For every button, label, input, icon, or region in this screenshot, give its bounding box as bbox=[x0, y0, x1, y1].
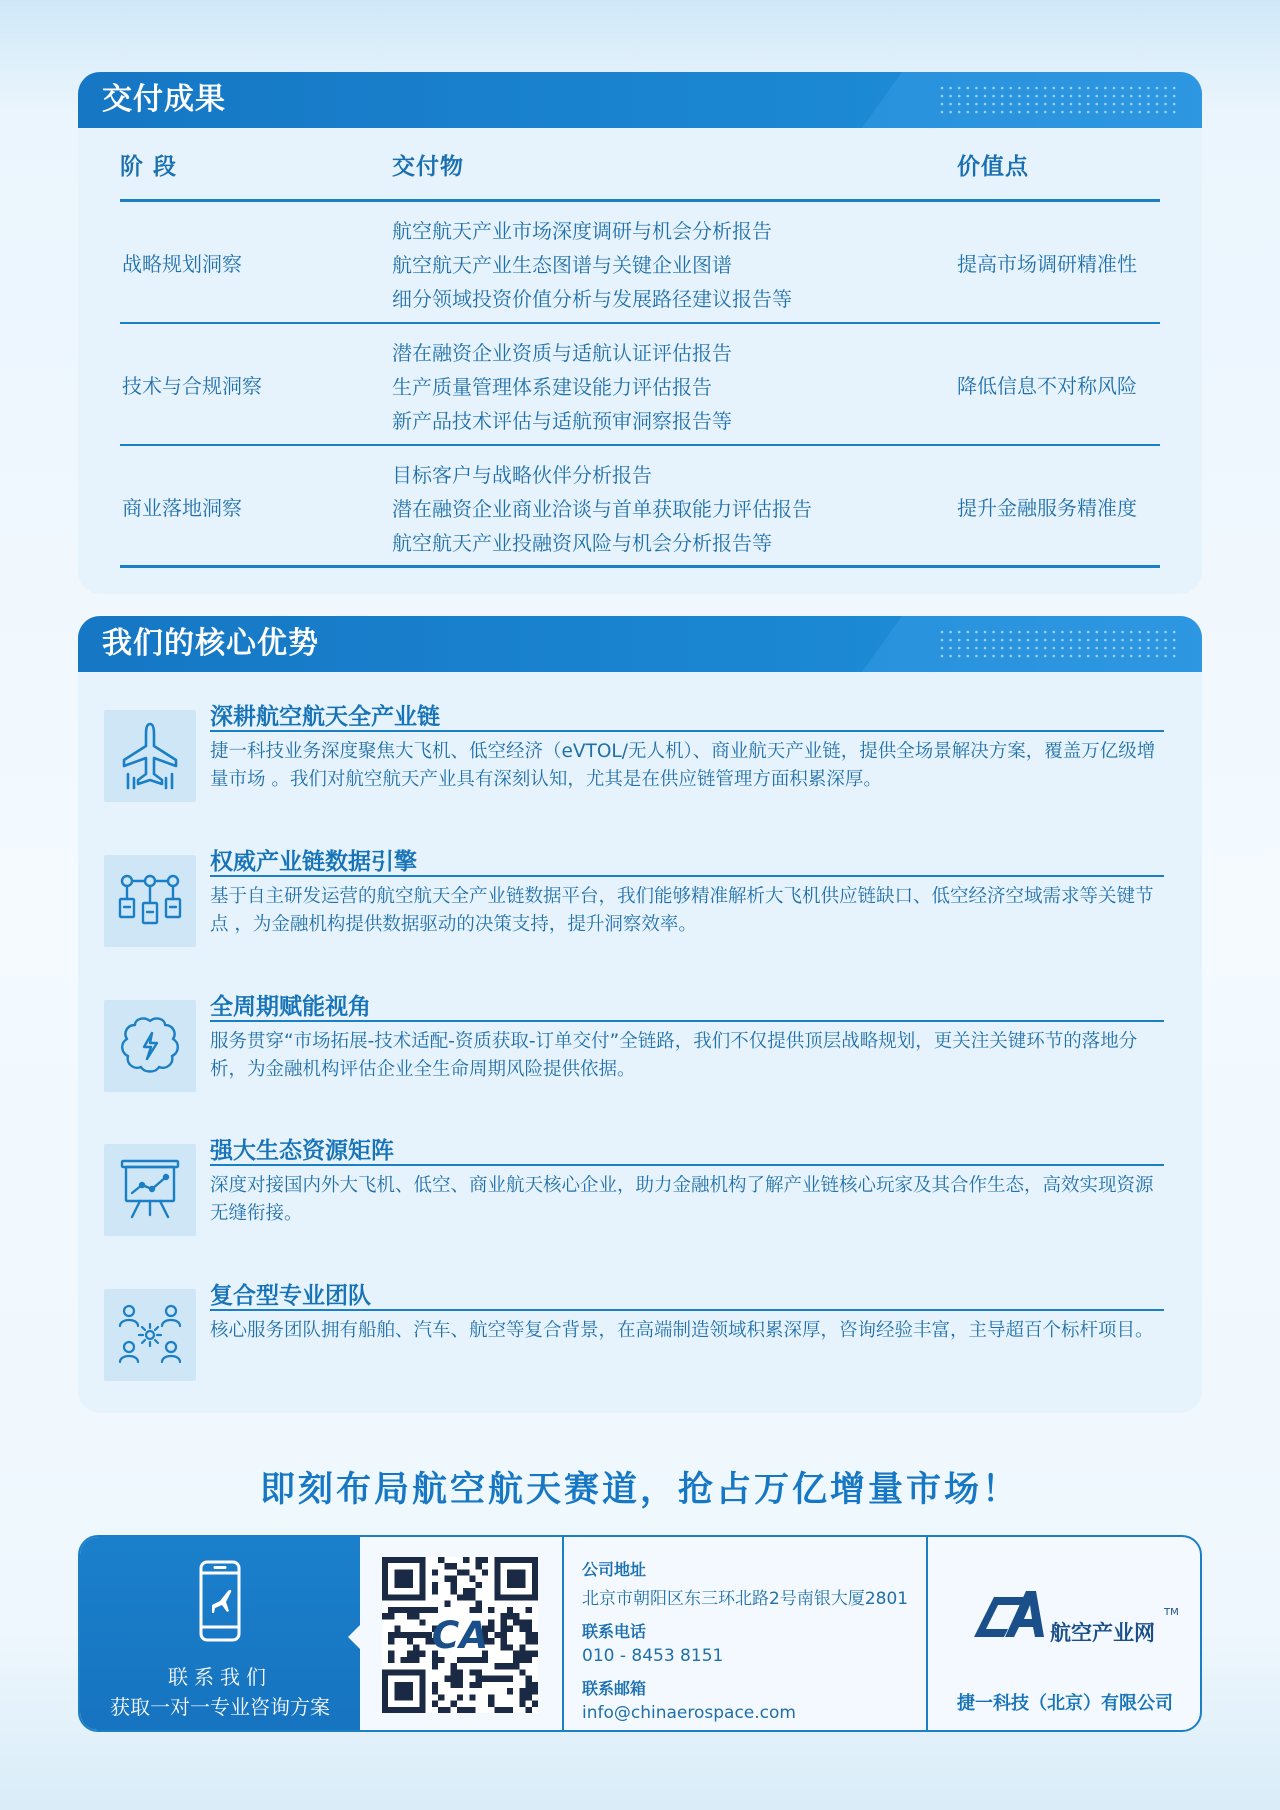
advantages-header bbox=[78, 616, 1202, 672]
advantages-panel bbox=[78, 616, 1202, 1413]
deliverables-panel bbox=[78, 72, 1202, 594]
advantage-title: 强大生态资源矩阵 bbox=[210, 1136, 1164, 1166]
presentation-icon bbox=[104, 1144, 196, 1236]
advantages-title: 我们的核心优势 bbox=[102, 626, 319, 661]
row-item: 航空航天产业生态图谱与关键企业图谱 bbox=[392, 253, 732, 277]
contact-card bbox=[78, 1535, 1202, 1732]
advantage-item bbox=[104, 702, 1174, 802]
row-item: 航空航天产业投融资风险与机会分析报告等 bbox=[392, 531, 772, 555]
team-icon bbox=[104, 1289, 196, 1381]
email-label: 联系邮箱 bbox=[582, 1679, 647, 1698]
network-icon bbox=[104, 855, 196, 947]
row-item: 目标客户与战略伙伴分析报告 bbox=[392, 463, 652, 487]
row-item: 生产质量管理体系建设能力评估报告 bbox=[392, 375, 712, 399]
table-row bbox=[120, 324, 1160, 446]
svg-text:CA: CA bbox=[431, 1613, 489, 1658]
deliverables-table bbox=[120, 128, 1160, 568]
row-item: 潜在融资企业资质与适航认证评估报告 bbox=[392, 341, 732, 365]
row-item: 细分领域投资价值分析与发展路径建议报告等 bbox=[392, 287, 792, 311]
header-items: 交付物 bbox=[392, 154, 464, 180]
address-label: 公司地址 bbox=[582, 1560, 647, 1579]
company-info bbox=[582, 1555, 908, 1732]
brain-icon bbox=[104, 1000, 196, 1092]
row-value: 提高市场调研精准性 bbox=[957, 252, 1137, 276]
contact-us-label: 联系我们 bbox=[168, 1665, 272, 1689]
row-stage: 技术与合规洞察 bbox=[122, 374, 262, 398]
table-row bbox=[120, 202, 1160, 324]
header-dots-decoration bbox=[862, 72, 1202, 128]
contact-us-block[interactable] bbox=[80, 1537, 360, 1732]
slogan: 即刻布局航空航天赛道，抢占万亿增量市场！ bbox=[259, 1470, 1020, 1510]
header-stage: 阶 段 bbox=[120, 154, 178, 180]
advantage-item bbox=[104, 1136, 1174, 1236]
deliverables-header bbox=[78, 72, 1202, 128]
phone-label: 联系电话 bbox=[582, 1622, 647, 1641]
advantage-item bbox=[104, 1281, 1174, 1381]
consult-label: 获取一对一专业咨询方案 bbox=[110, 1695, 330, 1719]
row-items bbox=[392, 458, 812, 560]
table-row bbox=[120, 446, 1160, 568]
advantage-desc: 捷一科技业务深度聚焦大飞机、低空经济（eVTOL/无人机）、商业航天产业链，提供全场景解决方案，覆盖万亿级增量市场 。我们对航空航天产业具有深刻认知，尤其是在供应链管理方面积累深厚。 bbox=[210, 741, 1156, 790]
advantage-desc: 基于自主研发运营的航空航天全产业链数据平台，我们能够精准解析大飞机供应链缺口、低空经济空域需求等关键节点 ，为金融机构提供数据驱动的决策支持，提升洞察效率。 bbox=[210, 886, 1154, 935]
qr-code[interactable] bbox=[382, 1557, 538, 1713]
divider bbox=[562, 1537, 564, 1732]
company-name: 捷一科技（北京）有限公司 bbox=[957, 1693, 1173, 1714]
address-value: 北京市朝阳区东三环北路2号南银大厦2801 bbox=[582, 1589, 909, 1609]
row-item: 新产品技术评估与适航预审洞察报告等 bbox=[392, 409, 732, 433]
advantage-desc: 核心服务团队拥有船舶、汽车、航空等复合背景，在高端制造领域积累深厚，咨询经验丰富，主导超百个标杆项目。 bbox=[210, 1320, 1154, 1341]
row-stage: 战略规划洞察 bbox=[122, 252, 242, 276]
row-item: 航空航天产业市场深度调研与机会分析报告 bbox=[392, 219, 772, 243]
row-items bbox=[392, 336, 732, 438]
header-value: 价值点 bbox=[957, 154, 1029, 180]
advantage-desc: 服务贯穿“市场拓展-技术适配-资质获取-订单交付”全链路，我们不仅提供顶层战略规划，更关注关键环节的落地分析，为金融机构评估企业全生命周期风险提供依据。 bbox=[210, 1031, 1138, 1080]
header-dots-decoration bbox=[862, 616, 1202, 672]
email-value[interactable]: info@chinaerospace.com bbox=[582, 1703, 796, 1723]
advantage-item bbox=[104, 992, 1174, 1092]
row-value: 降低信息不对称风险 bbox=[957, 374, 1137, 398]
row-stage: 商业落地洞察 bbox=[122, 496, 242, 520]
brand-name: 航空产业网 bbox=[1050, 1621, 1155, 1645]
ca-logo bbox=[964, 1585, 1050, 1645]
notch-decoration bbox=[348, 1625, 360, 1649]
row-items bbox=[392, 214, 792, 316]
table-header bbox=[120, 128, 1160, 202]
airplane-icon bbox=[104, 710, 196, 802]
phone-value[interactable]: 010 - 8453 8151 bbox=[582, 1646, 724, 1666]
advantage-item bbox=[104, 847, 1174, 947]
advantage-title: 权威产业链数据引擎 bbox=[210, 847, 1164, 877]
deliverables-title: 交付成果 bbox=[102, 82, 226, 117]
advantage-title: 复合型专业团队 bbox=[210, 1281, 1164, 1311]
row-item: 潜在融资企业商业洽谈与首单获取能力评估报告 bbox=[392, 497, 812, 521]
advantage-desc: 深度对接国内外大飞机、低空、商业航天核心企业，助力金融机构了解产业链核心玩家及其合作生态，高效实现资源无缝衔接。 bbox=[210, 1175, 1154, 1224]
phone-airplane-icon bbox=[198, 1559, 242, 1643]
advantage-title: 深耕航空航天全产业链 bbox=[210, 702, 1164, 732]
brand-block bbox=[928, 1537, 1202, 1732]
trademark: TM bbox=[1164, 1607, 1179, 1618]
row-value: 提升金融服务精准度 bbox=[957, 496, 1137, 520]
advantage-title: 全周期赋能视角 bbox=[210, 992, 1164, 1022]
